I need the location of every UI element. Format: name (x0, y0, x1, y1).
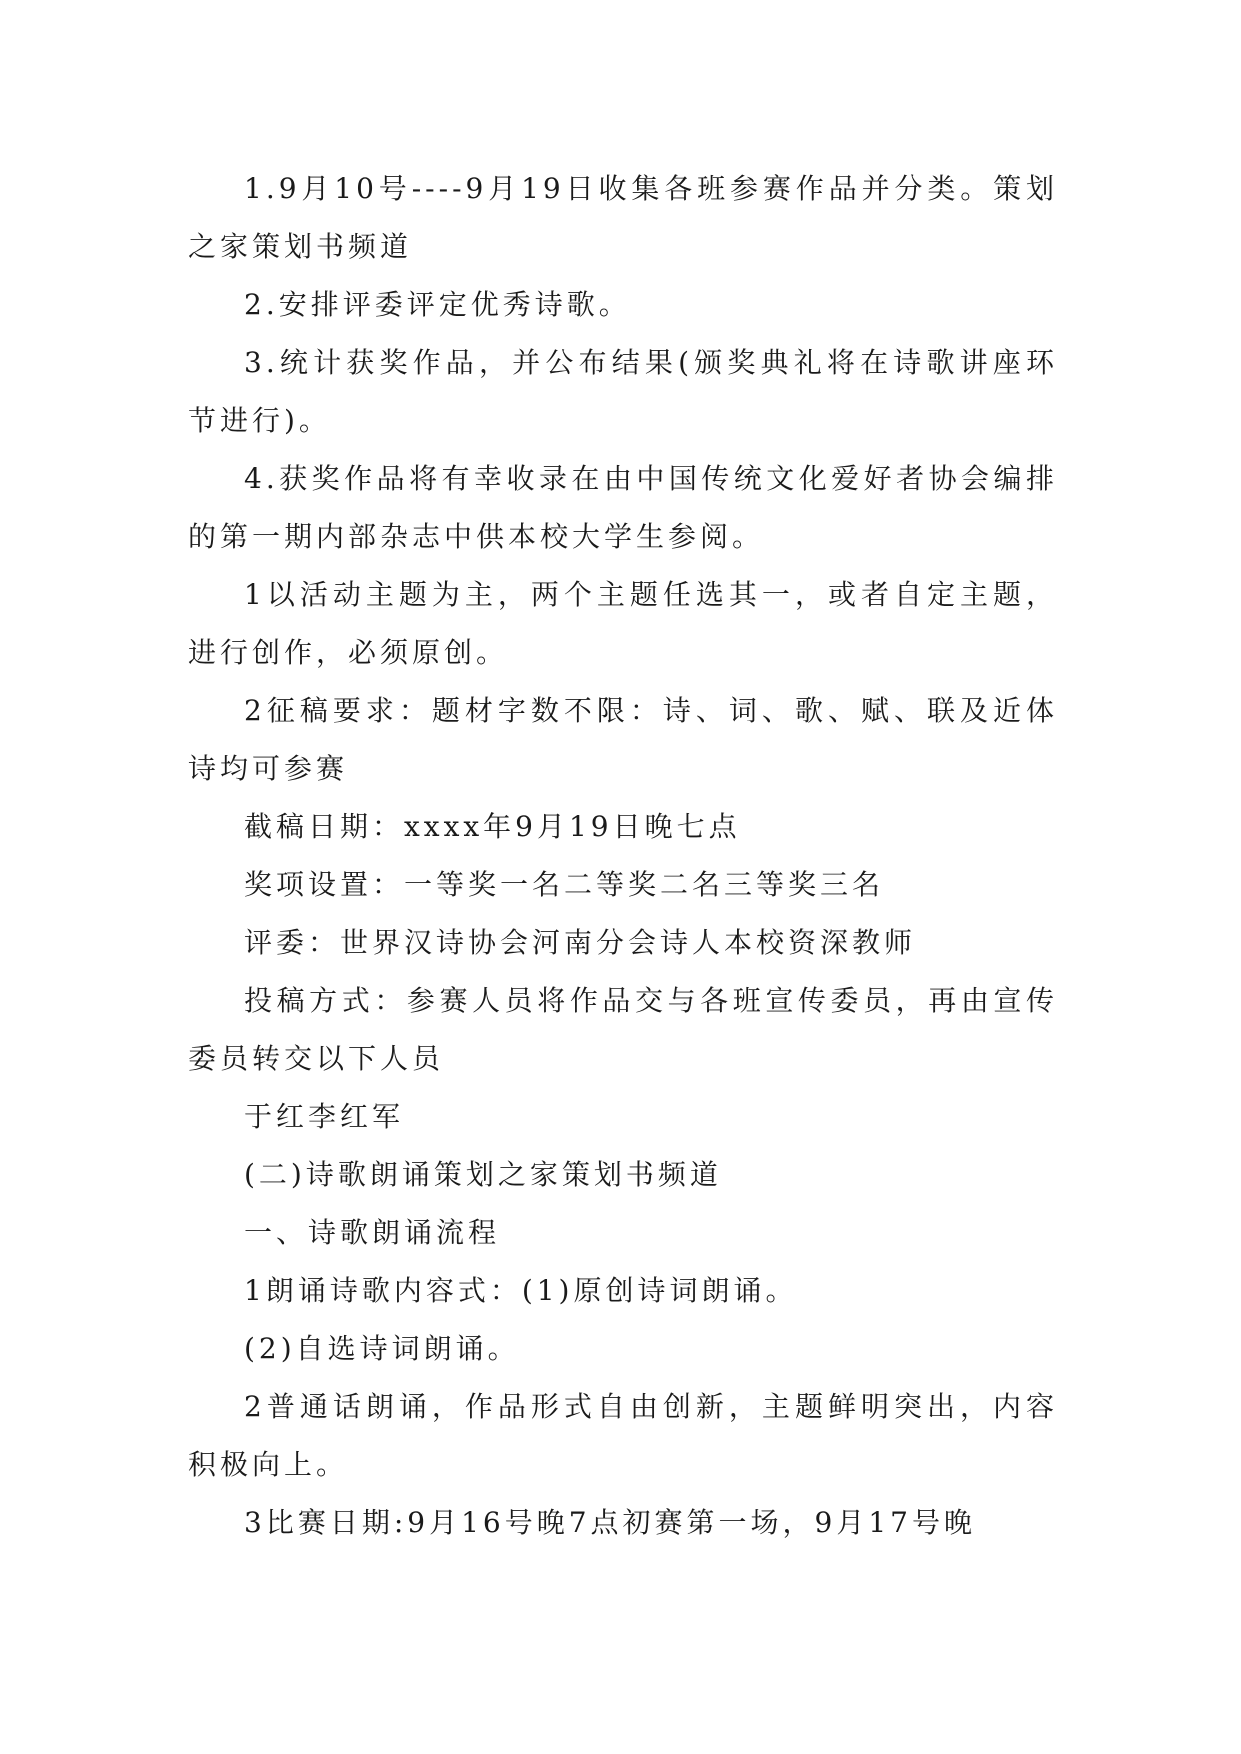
paragraph-recitation-content: 1朗诵诗歌内容式：(1)原创诗词朗诵。 (244, 1274, 798, 1307)
paragraph-contacts: 于红李红军 (244, 1100, 405, 1133)
paragraph-magazine: 4.获奖作品将有幸收录在由中国传统文化爱好者协会编排的第一期内部杂志中供本校大学生参阅。 (188, 462, 1058, 553)
paragraph-mandarin: 2普通话朗诵，作品形式自由创新，主题鲜明突出，内容积极向上。 (188, 1390, 1058, 1481)
paragraph-collection-schedule: 1.9月10号----9月19日收集各班参赛作品并分类。策划之家策划书频道 (188, 172, 1058, 263)
paragraph-judges: 评委：世界汉诗协会河南分会诗人本校资深教师 (244, 926, 917, 959)
paragraph-deadline: 截稿日期：xxxx年9月19日晚七点 (244, 810, 741, 843)
paragraph-results: 3.统计获奖作品，并公布结果(颁奖典礼将在诗歌讲座环节进行)。 (188, 346, 1058, 437)
paragraph-awards: 奖项设置：一等奖一名二等奖二名三等奖三名 (244, 868, 885, 901)
paragraph-theme: 1以活动主题为主，两个主题任选其一，或者自定主题，进行创作，必须原创。 (188, 578, 1058, 669)
subheading-recitation-process: 一、诗歌朗诵流程 (244, 1216, 501, 1249)
paragraph-competition-dates: 3比赛日期:9月16号晚7点初赛第一场，9月17号晚 (244, 1506, 976, 1539)
paragraph-judging: 2.安排评委评定优秀诗歌。 (244, 288, 631, 321)
paragraph-self-selected: (2)自选诗词朗诵。 (244, 1332, 520, 1365)
paragraph-submission: 投稿方式：参赛人员将作品交与各班宣传委员，再由宣传委员转交以下人员 (188, 984, 1058, 1075)
document-body (188, 160, 1058, 1552)
paragraph-requirements: 2征稿要求：题材字数不限：诗、词、歌、赋、联及近体诗均可参赛 (188, 694, 1058, 785)
section-heading-recitation: (二)诗歌朗诵策划之家策划书频道 (244, 1158, 722, 1191)
